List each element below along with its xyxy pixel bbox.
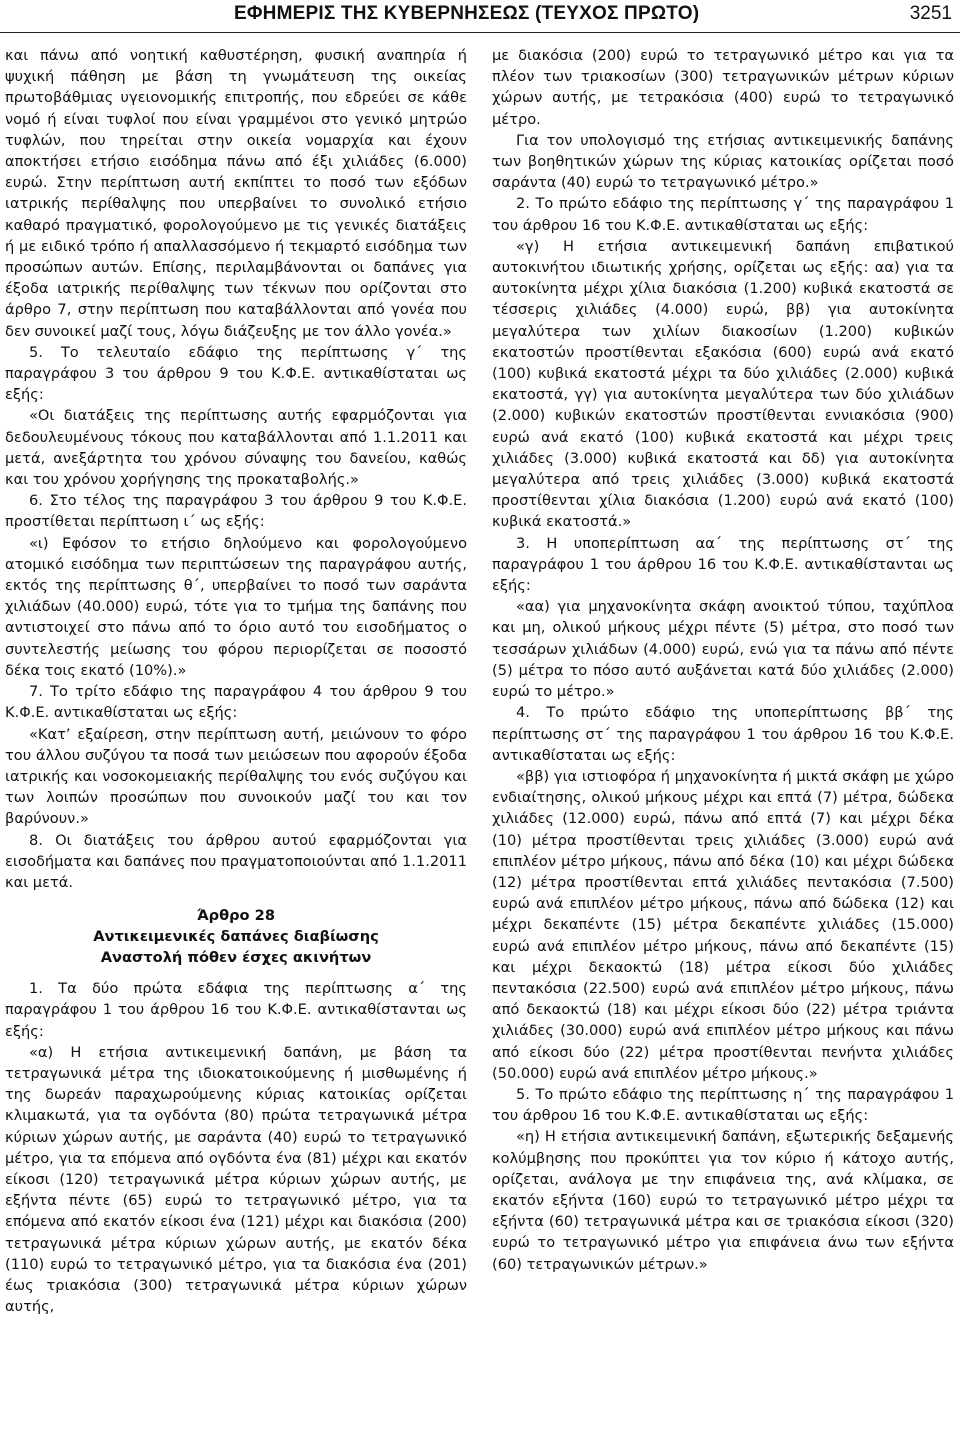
paragraph: «γ) Η ετήσια αντικειμενική δαπάνη επιβατικού αυτοκινήτου ιδιωτικής χρήσης, ορίζεται ως εξής: αα) για τα αυτοκίνητα μέχρι χίλια διακόσια (1.200) κυβικά εκατοστά σε τέσσερις χιλιάδες (4.000) ευρώ, ββ) για αυτοκίνητα μεγαλύτερα των χιλίων διακοσίων (1.200) κυβικών εκατοστών προστίθενται εξακόσια (600) ευρώ ανά εκατό (100) κυβικά εκατοστά μέχρι τα δύο χιλιάδες (2.000) κυβικά εκατοστά, γγ) για αυτοκίνητα μεγαλύτερα των δύο χιλιάδων (2.000) κυβικών εκατοστών προστίθενται εννιακόσια (900) ευρώ ανά εκατό (100) κυβικά εκατοστά και μέχρι τρεις χιλιάδες (3.000) κυβικά εκατοστά και δδ) για αυτοκίνητα μεγαλύτερα από τρεις χιλιάδες (3.000) κυβικά εκατοστά προστίθενται χίλια διακόσια (1.200) ευρώ ανά εκατό (100) κυβικά εκατοστά.» (492, 237, 954, 531)
paragraph: 7. Το τρίτο εδάφιο της παραγράφου 4 του άρθρου 9 του Κ.Φ.Ε. αντικαθίσταται ως εξής: (5, 683, 467, 722)
article-heading (5, 905, 467, 968)
paragraph: 5. Το τελευταίο εδάφιο της περίπτωσης γ΄ της παραγράφου 3 του άρθρου 9 του Κ.Φ.Ε. αντικαθίσταται ως εξής: (5, 343, 467, 404)
paragraph: με διακόσια (200) ευρώ το τετραγωνικό μέτρο και για τα πλέον των τριακοσίων (300) τετραγωνικών μέτρων κύριων χώρων αυτής, με τετρακόσια (400) ευρώ το τετραγωνικό μέτρο. (492, 47, 954, 128)
paragraph: «ι) Εφόσον το ετήσιο δηλούμενο και φορολογούμενο ατομικό εισόδημα των περιπτώσεων της παραγράφου αυτής, εκτός της περίπτωσης θ΄, υπερβαίνει το ποσό των σαράντα χιλιάδων (40.000) ευρώ, τότε για το τμήμα της δαπάνης που αντιστοιχεί στο πάνω από το όριο αυτό του εισοδήματος ο συντελεστής μείωσης του φόρου περιορίζεται σε ποσοστό δέκα τοις εκατό (10%).» (5, 534, 467, 679)
paragraph: «αα) για μηχανοκίνητα σκάφη ανοικτού τύπου, ταχύπλοα και μη, ολικού μήκους μέχρι πέντε (5) μέτρα, στο ποσό των τεσσάρων χιλιάδων (4.000) ευρώ, ενώ για τα πάνω από πέντε (5) μέτρα το πόσο αυτό αυξάνεται κατά δύο χιλιάδες (2.000) ευρώ το μέτρο.» (492, 598, 954, 701)
article-title-line-2: Αναστολή πόθεν έσχες ακινήτων (100, 949, 372, 967)
page-number: 3251 (909, 3, 952, 24)
paragraph: «Κατ’ εξαίρεση, στην περίπτωση αυτή, μειώνουν το φόρο του άλλου συζύγου τα ποσά των μειώσεων που αφορούν έξοδα ιατρικής και νοσοκομειακής περίθαλψης του ενός συζύγου και των λοιπών προσώπων που συνοικούν μαζί του και τον βαρύνουν.» (5, 725, 467, 828)
gazette-title: ΕΦΗΜΕΡΙΣ ΤΗΣ ΚΥΒΕΡΝΗΣΕΩΣ (ΤΕΥΧΟΣ ΠΡΩΤΟ) (234, 3, 700, 24)
page-header (0, 0, 960, 30)
paragraph: Για τον υπολογισμό της ετήσιας αντικειμενικής δαπάνης των βοηθητικών χώρων της κύριας κατοικίας ορίζεται ποσό σαράντα (40) ευρώ το τετραγωνικό μέτρο.» (492, 131, 954, 192)
paragraph: 1. Τα δύο πρώτα εδάφια της περίπτωσης α΄ της παραγράφου 1 του άρθρου 16 του Κ.Φ.Ε. αντικαθίστανται ως εξής: (5, 980, 467, 1040)
paragraph: 4. Το πρώτο εδάφιο της υποπερίπτωσης ββ΄ της περίπτωσης στ΄ της παραγράφου 1 του άρθρου 16 του Κ.Φ.Ε. αντικαθίσταται ως εξής: (492, 704, 954, 764)
paragraph: «α) Η ετήσια αντικειμενική δαπάνη, με βάση τα τετραγωνικά μέτρα της ιδιοκατοικούμενης ή μισθωμένης ή της δωρεάν παραχωρούμενης κύριας κατοικίας ορίζεται κλιμακωτά, για τα ογδόντα (80) πρώτα τετραγωνικά μέτρα κύριων χώρων αυτής, με σαράντα (40) ευρώ το τετραγωνικό μέτρο, για τα επόμενα από ογδόντα ένα (81) μέχρι και εκατόν είκοσι (120) τετραγωνικά μέτρα κύριων χώρων αυτής, με εξήντα πέντε (65) ευρώ το τετραγωνικό μέτρο, για τα επόμενα από εκατόν είκοσι ένα (121) μέχρι και διακόσια (200) τετραγωνικά μέτρα κύριων χώρων αυτής, με εκατόν δέκα (110) ευρώ το τετραγωνικό μέτρο, για τα διακόσια ένα (201) έως τριακόσια (300) τετραγωνικά μέτρα κύριων χώρων αυτής, (5, 1043, 467, 1316)
paragraph: «ββ) για ιστιοφόρα ή μηχανοκίνητα ή μικτά σκάφη με χώρο ενδιαίτησης, ολικού μήκους μέχρι και επτά (7) μέτρα, δώδεκα χιλιάδες (12.000) ευρώ, πάνω από επτά (7) και μέχρι δέκα (10) μέτρα προστίθενται τρεις χιλιάδες (3.000) ευρώ ανά επιπλέον μέτρο μήκους, πάνω από δέκα (10) και μέχρι δώδεκα (12) μέτρα προστίθενται επτά χιλιάδες πεντακόσια (7.500) ευρώ ανά επιπλέον μέτρο μήκους, πάνω από δώδεκα (12) και μέχρι δεκαπέντε (15) μέτρα δεκαπέντε χιλιάδες (15.000) ευρώ ανά επιπλέον μέτρο μήκους, πάνω από δεκαπέντε (15) και μέχρι δεκαοκτώ (18) μέτρα είκοσι δύο χιλιάδες πεντακόσια (22.500) ευρώ ανά επιπλέον μέτρο μήκους, πάνω από δεκαοκτώ (18) και μέχρι είκοσι δύο (22) μέτρα τριάντα χιλιάδες (30.000) ευρώ ανά επιπλέον μέτρο μήκους και πάνω από είκοσι δύο (22) μέτρα προστίθενται πενήντα χιλιάδες (50.000) ευρώ ανά επιπλέον μέτρο μήκους.» (492, 767, 954, 1082)
paragraph: 3. Η υποπερίπτωση αα΄ της περίπτωσης στ΄ της παραγράφου 1 του άρθρου 16 του Κ.Φ.Ε. αντικαθίστανται ως εξής: (492, 534, 954, 595)
paragraph: «η) Η ετήσια αντικειμενική δαπάνη, εξωτερικής δεξαμενής κολύμβησης που προκύπτει για τον κύριο ή κάτοχο αυτής, ορίζεται, ανάλογα με την επιφάνεια της, ανά κλίμακα, σε εκατόν εξήντα (160) ευρώ το τετραγωνικό μέτρο μέχρι τα εξήντα (60) τετραγωνικά μέτρα και σε τριακόσια είκοσι (320) ευρώ το τετραγωνικό μέτρο για επιφάνεια άνω των εξήντα (60) τετραγωνικών μέτρων.» (492, 1128, 954, 1273)
paragraph: 5. Το πρώτο εδάφιο της περίπτωσης η΄ της παραγράφου 1 του άρθρου 16 του Κ.Φ.Ε. αντικαθίσταται ως εξής: (492, 1085, 954, 1125)
header-rule (0, 32, 960, 33)
left-column (5, 45, 467, 1317)
paragraph: 8. Οι διατάξεις του άρθρου αυτού εφαρμόζονται για εισοδήματα και δαπάνες που πραγματοποιούνται από 1.1.2011 και μετά. (5, 831, 467, 891)
right-column (492, 45, 954, 1275)
paragraph: «Οι διατάξεις της περίπτωσης αυτής εφαρμόζονται για δεδουλευμένους τόκους που καταβάλλονται από 1.1.2011 και μετά, ανεξάρτητα του χρόνου σύναψης του δανείου, καθώς και του χρόνου χορήγησης της προκαταβολής.» (5, 407, 467, 489)
paragraph: 6. Στο τέλος της παραγράφου 3 του άρθρου 9 του Κ.Φ.Ε. προστίθεται περίπτωση ι΄ ως εξής: (5, 492, 467, 531)
paragraph: και πάνω από νοητική καθυστέρηση, φυσική αναπηρία ή ψυχική πάθηση με βάση τη γνωμάτευση της οικείας πρωτοβάθμιας υγειονομικής επιτροπής, που εδρεύει σε κάθε νομό ή είναι τυφλοί που είναι γραμμένοι στο γενικό μητρώο τυφλών, που τηρείται στην οικεία νομαρχία και έχουν αποκτήσει ετήσιο εισόδημα πάνω από έξι χιλιάδες (6.000) ευρώ. Στην περίπτωση αυτή εκπίπτει το ποσό των εξόδων ιατρικής περίθαλψης που υπερβαίνει το συνολικό ετήσιο καθαρό πραγματικό, φορολογούμενο με τις γενικές διατάξεις ή με ειδικό τρόπο ή απαλλασσόμενο ή τεκμαρτό εισόδημα των προσώπων αυτών. Επίσης, περιλαμβάνονται οι δαπάνες για έξοδα ιατρικής περίθαλψης των τέκνων που ορίζονται στο άρθρο 7, στην περίπτωση που καταβάλλονται από γονέα που δεν συνοικεί μαζί τους, λόγω διάζευξης με τον άλλο γονέα.» (5, 47, 467, 340)
article-number: Άρθρο 28 (197, 907, 275, 925)
paragraph: 2. Το πρώτο εδάφιο της περίπτωσης γ΄ της παραγράφου 1 του άρθρου 16 του Κ.Φ.Ε. αντικαθίσταται ως εξής: (492, 195, 954, 234)
article-title-line-1: Αντικειμενικές δαπάνες διαβίωσης (93, 928, 379, 946)
